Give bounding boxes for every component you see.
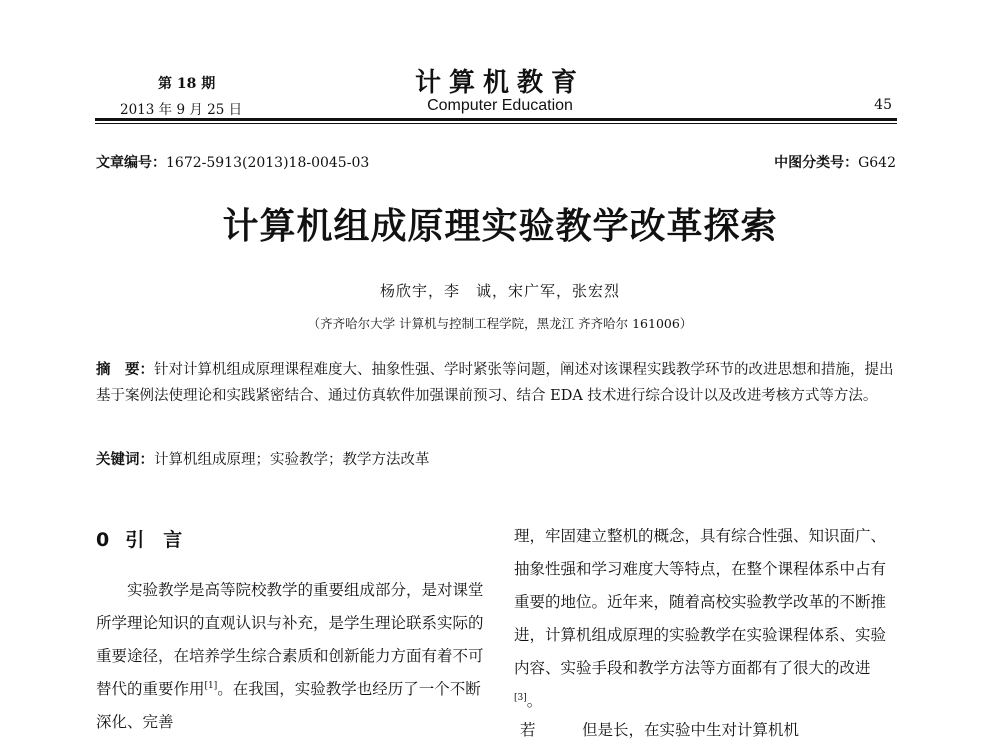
header-rule-thin [95,123,897,124]
article-id-value: 1672-5913(2013)18-0045-03 [166,155,370,171]
citation: [3] [514,692,527,703]
paragraph [514,520,898,718]
keywords-text: 计算机组成原理；实验教学；教学方法改革 [154,452,430,468]
classification-value: G642 [858,155,896,171]
body-column-left [96,574,488,739]
authors: 杨欣宇，李 诚，宋广军，张宏烈 [379,282,620,300]
paper-title: 计算机组成原理实验教学改革探索 [222,206,778,247]
section-title: 引 言 [125,529,183,551]
body-column-right [514,520,898,718]
abstract-label: 摘 要： [96,362,154,378]
journal-title-cn: 计算机教育 [414,68,585,98]
issue-date: 2013 年 9 月 25 日 [120,102,243,118]
section-number: 0 [96,529,110,551]
keywords-label: 关键词： [96,452,154,468]
abstract [96,357,896,409]
article-id [96,152,369,172]
citation: [1] [204,680,218,691]
issue-number: 第 18 期 [158,76,216,92]
article-id-label: 文章编号： [96,155,166,171]
paragraph-text-tail: 。在我国，实验教学也经历了一个不断深化、完善 [96,680,481,731]
header-rule-thick [95,118,897,121]
page-number: 45 [874,97,892,113]
classification-code [730,152,896,172]
paragraph [96,574,488,739]
paragraph-text-tail: 。 [526,692,543,710]
affiliation: （齐齐哈尔大学 计算机与控制工程学院，黑龙江 齐齐哈尔 161006） [307,316,693,331]
section-heading [96,525,182,552]
cut-off-line: 若 但是长，在实验中生对计算机机 [520,721,800,739]
abstract-text: 针对计算机组成原理课程难度大、抽象性强、学时紧张等问题，阐述对该课程实践教学环节的改进思想和措施，提出基于案例法使理论和实践紧密结合、通过仿真软件加强课前预习、结合 EDA 技术进行综合设计以及改进考核方式等方法。 [96,362,894,404]
paragraph-text: 实验教学是高等院校教学的重要组成部分，是对课堂所学理论知识的直观认识与补充，是学生理论联系实际的重要途径，在培养学生综合素质和创新能力方面有着不可替代的重要作用 [96,581,484,698]
classification-label: 中图分类号： [774,155,859,171]
journal-title-en: Computer Education [427,97,573,114]
paragraph-text: 理，牢固建立整机的概念，具有综合性强、知识面广、抽象性强和学习难度大等特点，在整个课程体系中占有重要的地位。近年来，随着高校实验教学改革的不断推进，计算机组成原理的实验教学在实验课程体系、实验内容、实验手段和教学方法等方面都有了很大的改进 [514,527,887,677]
keywords [96,448,896,469]
